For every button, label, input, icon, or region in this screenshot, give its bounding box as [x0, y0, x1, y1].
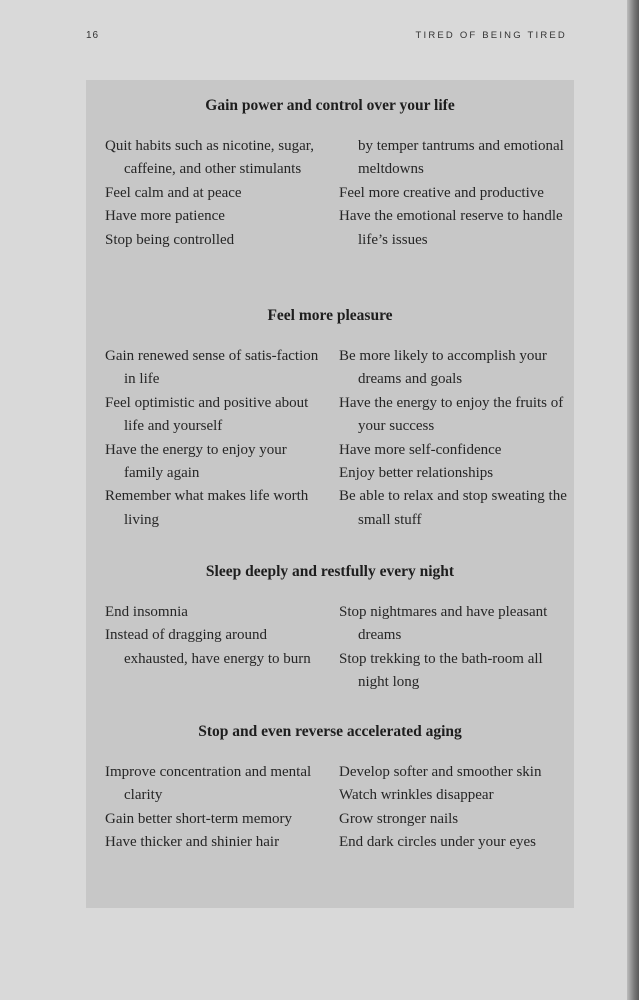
- list-item: Gain better short-term memory: [105, 810, 293, 827]
- left-column: [105, 135, 327, 252]
- list-item: Watch wrinkles disappear: [339, 787, 494, 804]
- right-column: [339, 601, 569, 695]
- list-item: Grow stronger nails: [339, 810, 459, 827]
- list-item: Have more self-confidence: [339, 441, 502, 458]
- right-column: [339, 345, 569, 532]
- running-head: TIRED OF BEING TIRED: [415, 30, 567, 41]
- list-item: Gain renewed sense of satis-faction in life: [105, 348, 319, 388]
- list-item: Be able to relax and stop sweating the small stuff: [339, 488, 567, 528]
- list-item: Have the energy to enjoy your family again: [105, 441, 287, 482]
- list-item: Be more likely to accomplish your dreams and goals: [339, 348, 547, 388]
- page-number: 16: [86, 30, 100, 41]
- right-column: [339, 761, 569, 855]
- left-column: [105, 601, 327, 671]
- list-item: Stop being controlled: [105, 231, 235, 248]
- right-column: [339, 135, 569, 252]
- book-spine-edge: [627, 0, 639, 1000]
- list-item: Have the energy to enjoy the fruits of your success: [339, 394, 564, 435]
- left-column: [105, 345, 327, 532]
- list-item: Stop trekking to the bath-room all night long: [339, 650, 543, 691]
- list-item: Enjoy better relationships: [339, 465, 494, 482]
- section-title: Gain power and control over your life: [205, 97, 455, 114]
- list-item: Have thicker and shinier hair: [105, 834, 280, 851]
- benefits-box: [86, 80, 574, 908]
- section-title: Sleep deeply and restfully every night: [205, 563, 455, 580]
- list-item: Have the emotional reserve to handle life’s issues: [339, 208, 563, 248]
- list-item: Feel optimistic and positive about life and yourself: [105, 394, 309, 435]
- list-item: Remember what makes life worth living: [105, 488, 309, 528]
- list-item: Feel calm and at peace: [105, 184, 242, 201]
- section-title: Stop and even reverse accelerated aging: [198, 723, 462, 740]
- list-item: Feel more creative and productive: [339, 184, 544, 201]
- list-item: Quit habits such as nicotine, sugar, caffeine, and other stimulants: [105, 138, 314, 178]
- list-item: Instead of dragging around exhausted, have energy to burn: [105, 627, 311, 667]
- list-item: Improve concentration and mental clarity: [105, 764, 312, 804]
- list-item-continuation: by temper tantrums and emotional meltdowns: [358, 138, 564, 178]
- list-item: Have more patience: [105, 208, 225, 225]
- list-item: Stop nightmares and have pleasant dreams: [339, 604, 548, 644]
- list-item: Develop softer and smoother skin: [339, 764, 542, 780]
- list-item: End dark circles under your eyes: [339, 834, 537, 851]
- list-item: End insomnia: [105, 604, 188, 620]
- left-column: [105, 761, 327, 855]
- section-title: Feel more pleasure: [267, 307, 393, 324]
